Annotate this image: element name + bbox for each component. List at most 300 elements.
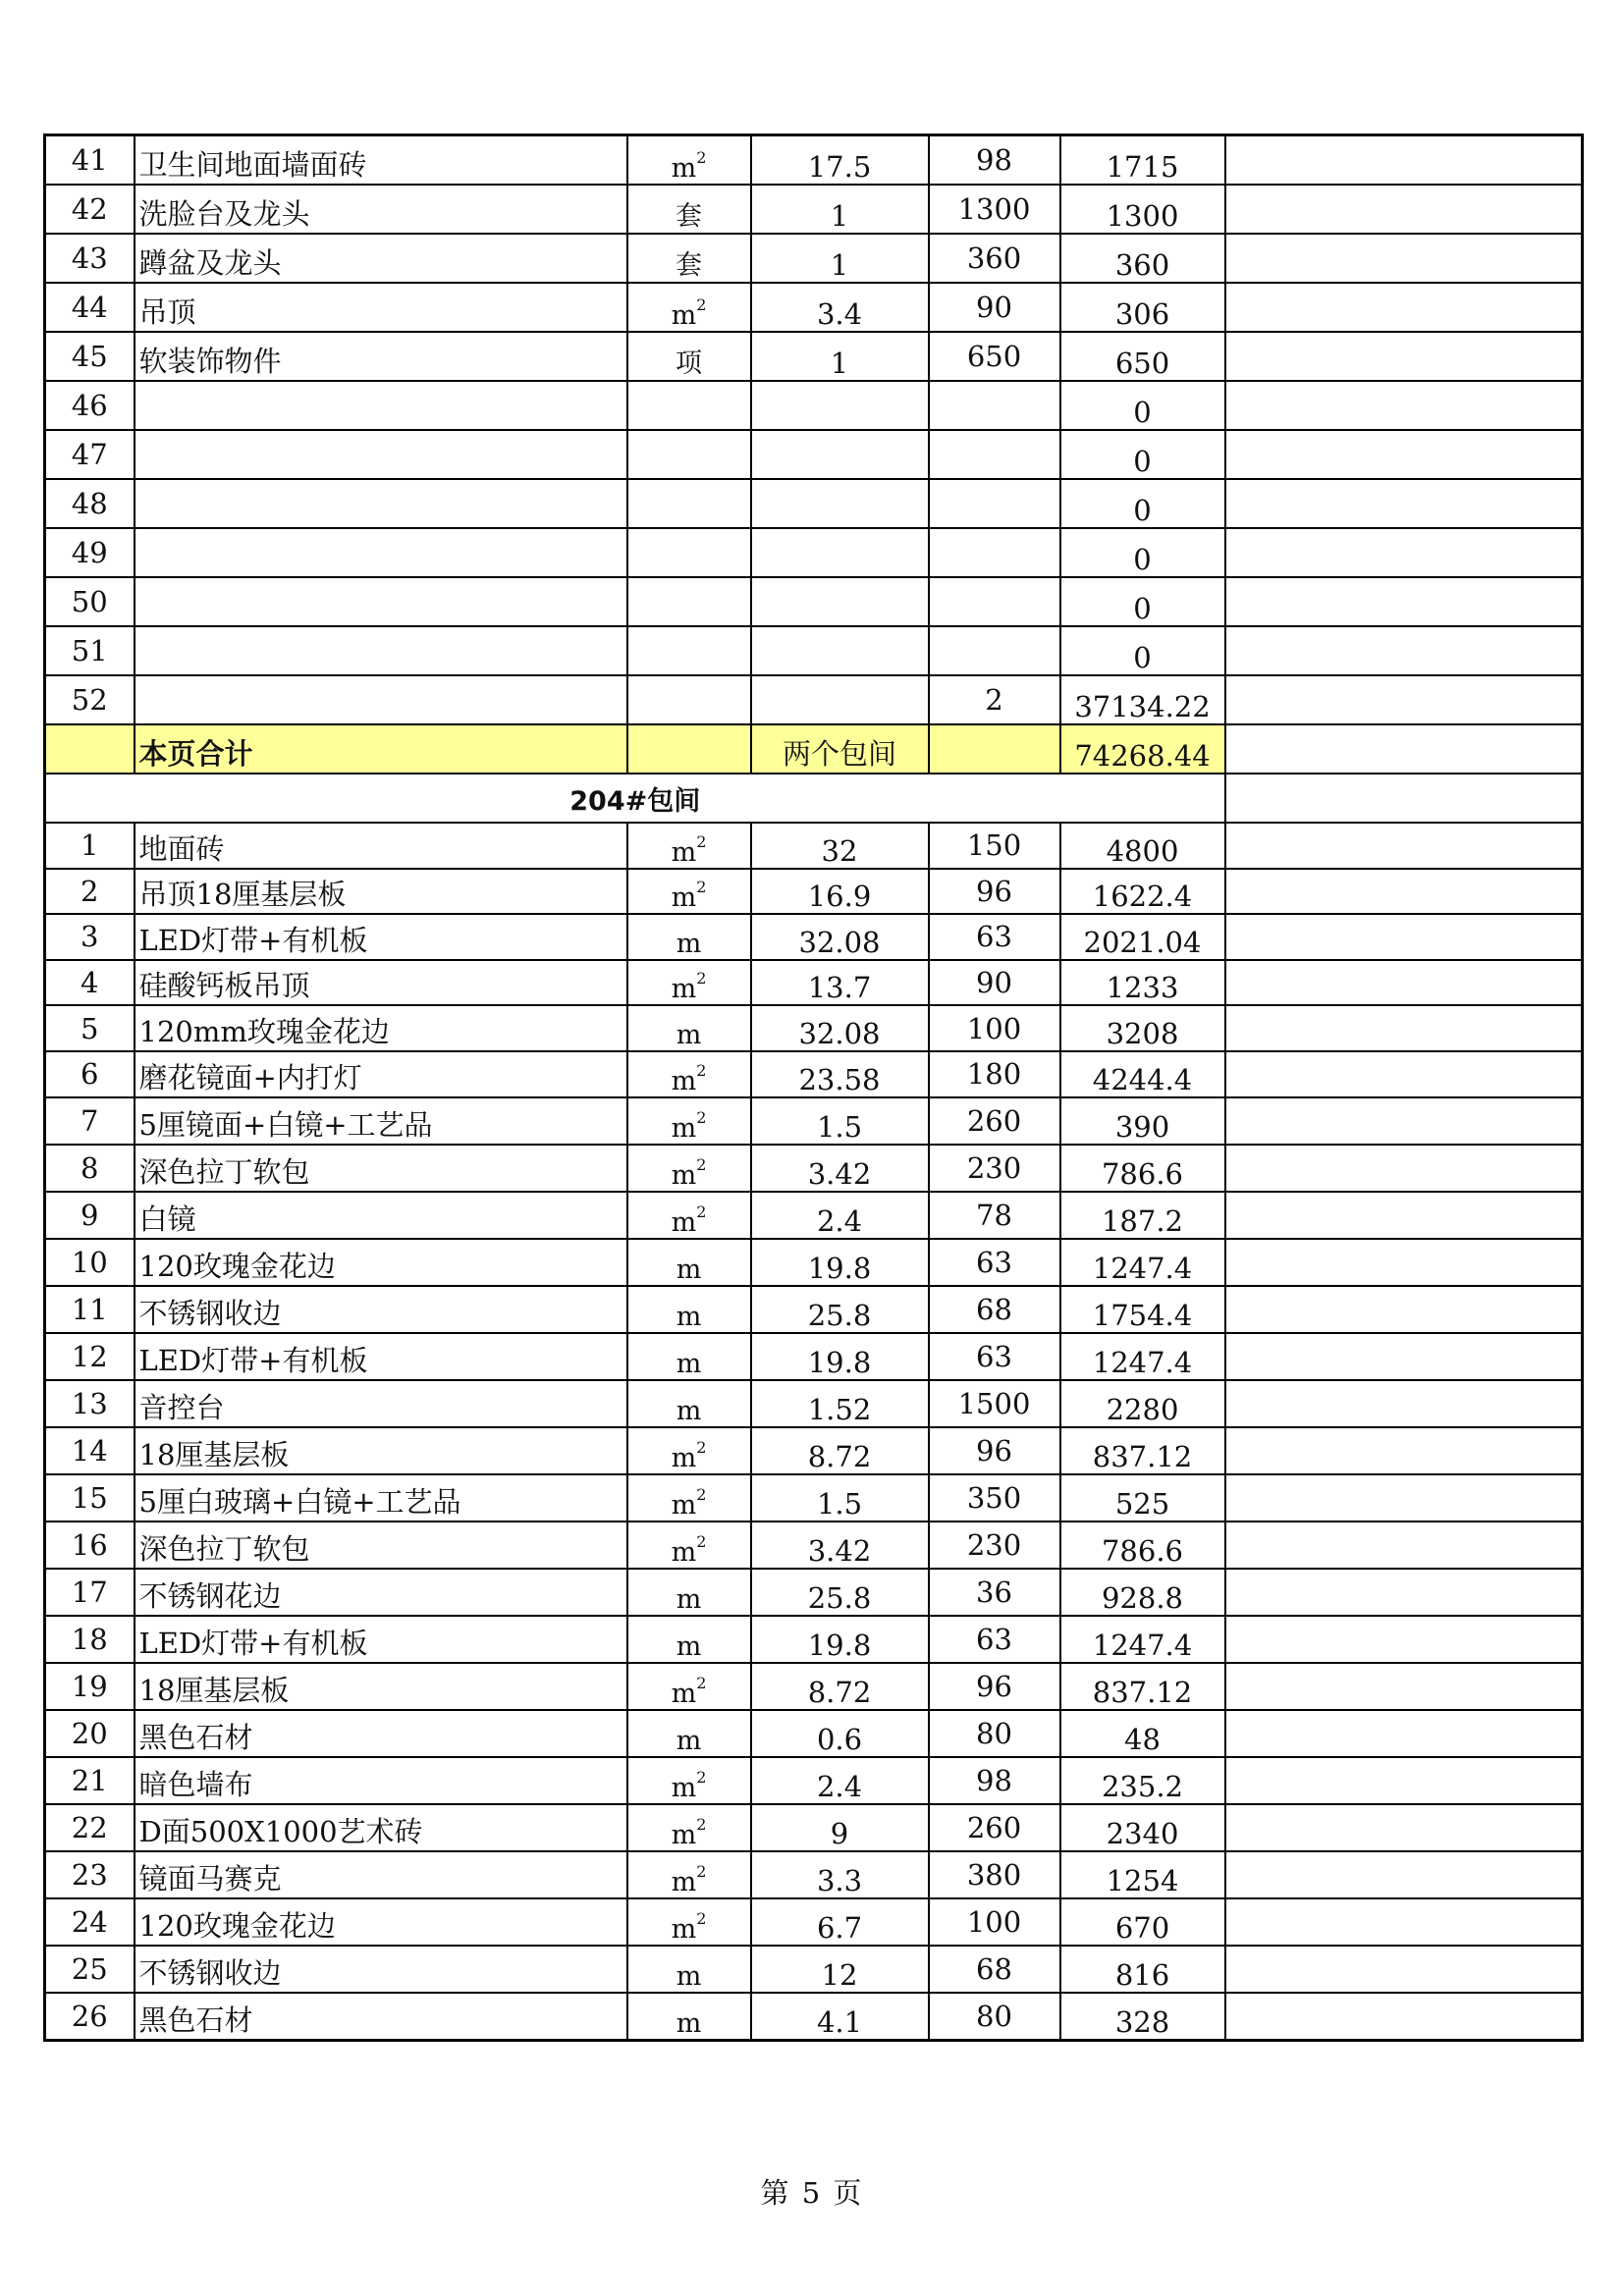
item-name: 吊顶	[135, 283, 627, 332]
unit-text: m	[676, 928, 702, 959]
item-unit-price: 380	[929, 1851, 1060, 1898]
unit-text: m	[676, 1960, 702, 1992]
item-name: 白镜	[135, 1192, 627, 1239]
item-unit	[627, 960, 751, 1006]
item-unit-price: 260	[929, 1097, 1060, 1145]
item-name: 5厘白玻璃+白镜+工艺品	[135, 1474, 627, 1522]
item-number: 5	[45, 1005, 135, 1051]
item-name: 不锈钢花边	[135, 1569, 627, 1616]
item-number: 15	[45, 1474, 135, 1522]
item-name	[135, 577, 627, 626]
item-amount: 837.12	[1060, 1663, 1225, 1710]
item-quantity: 16.9	[751, 869, 929, 915]
unit-superscript: 2	[696, 1107, 707, 1127]
item-number: 44	[45, 283, 135, 332]
item-number: 41	[45, 135, 135, 186]
item-quantity: 2.4	[751, 1757, 929, 1804]
unit-text: m	[676, 1395, 702, 1426]
item-name: 深色拉丁软包	[135, 1145, 627, 1192]
item-amount: 0	[1060, 528, 1225, 577]
item-amount: 0	[1060, 430, 1225, 479]
item-amount: 2340	[1060, 1804, 1225, 1851]
item-amount: 670	[1060, 1898, 1225, 1946]
item-unit-price	[929, 528, 1060, 577]
item-remark	[1225, 1757, 1583, 1804]
unit-text: m	[676, 1583, 702, 1615]
item-unit	[627, 1333, 751, 1380]
item-unit-price: 90	[929, 283, 1060, 332]
item-name	[135, 626, 627, 675]
item-remark	[1225, 1427, 1583, 1474]
item-name: 磨花镜面+内打灯	[135, 1051, 627, 1097]
subtotal-amount: 74268.44	[1060, 724, 1225, 774]
item-amount: 816	[1060, 1946, 1225, 1993]
unit-text: m	[671, 974, 697, 1005]
item-number: 45	[45, 332, 135, 381]
item-quantity	[751, 528, 929, 577]
item-number: 23	[45, 1851, 135, 1898]
item-unit-price: 650	[929, 332, 1060, 381]
item-remark	[1225, 135, 1583, 186]
item-number: 8	[45, 1145, 135, 1192]
table-row	[45, 1946, 1583, 1993]
item-number: 7	[45, 1097, 135, 1145]
item-amount: 525	[1060, 1474, 1225, 1522]
table-row	[45, 1522, 1583, 1569]
item-unit	[627, 1286, 751, 1333]
item-amount: 328	[1060, 1993, 1225, 2041]
item-name: 不锈钢收边	[135, 1946, 627, 1993]
item-unit	[627, 1145, 751, 1192]
item-unit-price: 68	[929, 1286, 1060, 1333]
item-quantity: 8.72	[751, 1663, 929, 1710]
table-row	[45, 381, 1583, 430]
item-unit	[627, 283, 751, 332]
item-unit	[627, 1051, 751, 1097]
item-quantity	[751, 430, 929, 479]
item-quantity: 3.42	[751, 1522, 929, 1569]
item-remark	[1225, 960, 1583, 1006]
unit-text: m	[671, 1489, 697, 1521]
item-name: LED灯带+有机板	[135, 1616, 627, 1663]
item-amount: 4244.4	[1060, 1051, 1225, 1097]
item-quantity: 25.8	[751, 1286, 929, 1333]
unit-text: m	[676, 1301, 702, 1332]
item-remark	[1225, 1946, 1583, 1993]
table-row	[45, 1616, 1583, 1663]
unit-text: m	[671, 1678, 697, 1709]
item-number: 2	[45, 869, 135, 915]
item-number: 21	[45, 1757, 135, 1804]
item-remark	[1225, 185, 1583, 234]
item-unit-price: 2	[929, 675, 1060, 724]
item-number: 4	[45, 960, 135, 1006]
item-remark	[1225, 1522, 1583, 1569]
item-unit-price	[929, 381, 1060, 430]
subtotal-note: 两个包间	[751, 724, 929, 774]
item-amount: 1300	[1060, 185, 1225, 234]
item-name: 音控台	[135, 1380, 627, 1427]
item-name: 120玫瑰金花边	[135, 1239, 627, 1286]
item-remark	[1225, 1474, 1583, 1522]
table-row	[45, 1569, 1583, 1616]
item-name: 地面砖	[135, 823, 627, 869]
table-row	[45, 1804, 1583, 1851]
table-row	[45, 1286, 1583, 1333]
item-amount: 3208	[1060, 1005, 1225, 1051]
item-number: 52	[45, 675, 135, 724]
item-number: 11	[45, 1286, 135, 1333]
unit-text: m	[671, 836, 697, 868]
unit-text: m	[671, 300, 697, 331]
item-name	[135, 479, 627, 528]
item-unit-price	[929, 577, 1060, 626]
section-remark	[1225, 774, 1583, 823]
item-unit	[627, 626, 751, 675]
item-amount: 0	[1060, 381, 1225, 430]
item-remark	[1225, 1333, 1583, 1380]
item-unit	[627, 1851, 751, 1898]
item-quantity: 23.58	[751, 1051, 929, 1097]
table-row	[45, 1993, 1583, 2041]
item-name: 硅酸钙板吊顶	[135, 960, 627, 1006]
item-number: 43	[45, 234, 135, 283]
item-unit	[627, 823, 751, 869]
item-quantity: 12	[751, 1946, 929, 1993]
item-quantity	[751, 626, 929, 675]
item-quantity: 32.08	[751, 1005, 929, 1051]
item-name: 深色拉丁软包	[135, 1522, 627, 1569]
unit-text: m	[676, 1019, 702, 1050]
item-name: 5厘镜面+白镜+工艺品	[135, 1097, 627, 1145]
unit-superscript: 2	[696, 1908, 707, 1928]
item-amount: 786.6	[1060, 1522, 1225, 1569]
item-remark	[1225, 1569, 1583, 1616]
item-unit-price: 90	[929, 960, 1060, 1006]
item-amount: 37134.22	[1060, 675, 1225, 724]
item-unit	[627, 577, 751, 626]
item-unit	[627, 381, 751, 430]
item-name	[135, 381, 627, 430]
item-remark	[1225, 1804, 1583, 1851]
item-name: 洗脸台及龙头	[135, 185, 627, 234]
unit-text: m	[671, 882, 697, 914]
item-remark	[1225, 1616, 1583, 1663]
table-row	[45, 1192, 1583, 1239]
item-remark	[1225, 283, 1583, 332]
item-unit-price: 98	[929, 1757, 1060, 1804]
item-quantity: 1.5	[751, 1097, 929, 1145]
item-unit-price: 63	[929, 914, 1060, 960]
table-row	[45, 869, 1583, 915]
subtotal-price	[929, 724, 1060, 774]
item-name	[135, 430, 627, 479]
item-quantity: 6.7	[751, 1898, 929, 1946]
item-quantity: 19.8	[751, 1239, 929, 1286]
item-number: 1	[45, 823, 135, 869]
item-amount: 1254	[1060, 1851, 1225, 1898]
item-quantity: 1	[751, 234, 929, 283]
item-unit	[627, 1710, 751, 1757]
unit-superscript: 2	[696, 1484, 707, 1504]
item-unit	[627, 869, 751, 915]
table-row	[45, 1757, 1583, 1804]
item-amount: 4800	[1060, 823, 1225, 869]
item-number: 46	[45, 381, 135, 430]
item-remark	[1225, 914, 1583, 960]
item-unit-price: 180	[929, 1051, 1060, 1097]
item-quantity: 32	[751, 823, 929, 869]
item-unit-price	[929, 430, 1060, 479]
item-unit-price: 100	[929, 1898, 1060, 1946]
item-remark	[1225, 823, 1583, 869]
item-unit-price: 230	[929, 1522, 1060, 1569]
item-unit-price: 150	[929, 823, 1060, 869]
item-unit	[627, 234, 751, 283]
item-number: 24	[45, 1898, 135, 1946]
item-amount: 1233	[1060, 960, 1225, 1006]
item-name: 卫生间地面墙面砖	[135, 135, 627, 186]
item-quantity: 4.1	[751, 1993, 929, 2041]
item-unit-price: 63	[929, 1333, 1060, 1380]
section-title: 204#包间	[45, 774, 1225, 823]
unit-superscript: 2	[696, 1437, 707, 1457]
item-number: 17	[45, 1569, 135, 1616]
item-remark	[1225, 1005, 1583, 1051]
item-unit-price: 68	[929, 1946, 1060, 1993]
unit-text: m	[671, 1206, 697, 1238]
item-number: 19	[45, 1663, 135, 1710]
unit-text: 项	[676, 348, 702, 379]
unit-text: 套	[676, 250, 702, 281]
item-amount: 390	[1060, 1097, 1225, 1145]
item-quantity: 3.3	[751, 1851, 929, 1898]
item-remark	[1225, 479, 1583, 528]
table-row	[45, 528, 1583, 577]
table-row	[45, 1333, 1583, 1380]
item-amount: 48	[1060, 1710, 1225, 1757]
item-unit-price: 96	[929, 1427, 1060, 1474]
subtotal-label: 本页合计	[135, 724, 627, 774]
item-name	[135, 528, 627, 577]
item-name: 蹲盆及龙头	[135, 234, 627, 283]
item-amount: 1247.4	[1060, 1616, 1225, 1663]
item-remark	[1225, 1851, 1583, 1898]
item-quantity: 8.72	[751, 1427, 929, 1474]
item-remark	[1225, 577, 1583, 626]
item-unit	[627, 1757, 751, 1804]
item-number: 14	[45, 1427, 135, 1474]
item-amount: 0	[1060, 626, 1225, 675]
section-header-row	[45, 774, 1583, 823]
table-row	[45, 1097, 1583, 1145]
unit-superscript: 2	[696, 1861, 707, 1881]
item-name: 镜面马赛克	[135, 1851, 627, 1898]
item-unit	[627, 1474, 751, 1522]
item-number: 25	[45, 1946, 135, 1993]
unit-text: m	[671, 1772, 697, 1803]
item-amount: 1247.4	[1060, 1239, 1225, 1286]
table-row	[45, 1427, 1583, 1474]
item-unit	[627, 1239, 751, 1286]
item-number: 48	[45, 479, 135, 528]
item-unit	[627, 430, 751, 479]
item-remark	[1225, 675, 1583, 724]
item-name: 120mm玫瑰金花边	[135, 1005, 627, 1051]
table-row	[45, 1380, 1583, 1427]
table-row	[45, 1474, 1583, 1522]
unit-superscript: 2	[696, 1201, 707, 1221]
unit-superscript: 2	[696, 295, 707, 314]
item-unit-price: 63	[929, 1239, 1060, 1286]
table-row	[45, 1851, 1583, 1898]
item-number: 10	[45, 1239, 135, 1286]
item-remark	[1225, 234, 1583, 283]
item-unit-price: 230	[929, 1145, 1060, 1192]
item-amount: 1247.4	[1060, 1333, 1225, 1380]
item-unit	[627, 1946, 751, 1993]
item-amount: 650	[1060, 332, 1225, 381]
item-unit	[627, 332, 751, 381]
item-unit	[627, 1663, 751, 1710]
unit-superscript: 2	[696, 969, 707, 988]
item-name: 120玫瑰金花边	[135, 1898, 627, 1946]
item-quantity	[751, 577, 929, 626]
table-row	[45, 283, 1583, 332]
table-row	[45, 675, 1583, 724]
item-unit-price	[929, 626, 1060, 675]
item-quantity: 17.5	[751, 135, 929, 186]
table-row	[45, 914, 1583, 960]
unit-text: m	[676, 1254, 702, 1285]
table-row	[45, 479, 1583, 528]
unit-superscript: 2	[696, 1673, 707, 1692]
item-name: 黑色石材	[135, 1710, 627, 1757]
unit-text: m	[671, 1065, 697, 1096]
item-amount: 0	[1060, 577, 1225, 626]
item-remark	[1225, 1663, 1583, 1710]
item-unit-price: 80	[929, 1993, 1060, 2041]
item-number: 26	[45, 1993, 135, 2041]
item-number: 20	[45, 1710, 135, 1757]
table-row	[45, 1145, 1583, 1192]
unit-text: 套	[676, 201, 702, 232]
item-unit-price: 1300	[929, 185, 1060, 234]
item-amount: 2280	[1060, 1380, 1225, 1427]
item-unit-price: 360	[929, 234, 1060, 283]
table-row	[45, 577, 1583, 626]
unit-text: m	[676, 1348, 702, 1379]
item-number: 9	[45, 1192, 135, 1239]
item-remark	[1225, 1898, 1583, 1946]
item-name: 不锈钢收边	[135, 1286, 627, 1333]
item-unit-price: 63	[929, 1616, 1060, 1663]
item-remark	[1225, 528, 1583, 577]
table-row	[45, 1239, 1583, 1286]
item-unit	[627, 914, 751, 960]
table-row	[45, 1005, 1583, 1051]
unit-text: m	[671, 1536, 697, 1568]
item-name: 18厘基层板	[135, 1663, 627, 1710]
item-remark	[1225, 381, 1583, 430]
subtotal-remark	[1225, 724, 1583, 774]
item-remark	[1225, 1380, 1583, 1427]
table-row	[45, 1710, 1583, 1757]
item-remark	[1225, 1239, 1583, 1286]
unit-text: m	[676, 1725, 702, 1756]
item-unit	[627, 1522, 751, 1569]
item-unit	[627, 1569, 751, 1616]
unit-superscript: 2	[696, 878, 707, 897]
item-number: 18	[45, 1616, 135, 1663]
item-quantity: 1.52	[751, 1380, 929, 1427]
item-quantity: 3.42	[751, 1145, 929, 1192]
item-unit	[627, 135, 751, 186]
unit-text: m	[671, 1159, 697, 1191]
item-amount: 1754.4	[1060, 1286, 1225, 1333]
table-row	[45, 626, 1583, 675]
quotation-table	[43, 133, 1584, 2042]
subtotal-unit	[627, 724, 751, 774]
item-quantity: 2.4	[751, 1192, 929, 1239]
table-row	[45, 823, 1583, 869]
item-unit-price: 80	[929, 1710, 1060, 1757]
page-footer: 第 5 页	[760, 2176, 864, 2210]
item-amount: 837.12	[1060, 1427, 1225, 1474]
item-name: LED灯带+有机板	[135, 914, 627, 960]
item-amount: 1715	[1060, 135, 1225, 186]
unit-superscript: 2	[696, 1154, 707, 1174]
item-remark	[1225, 626, 1583, 675]
item-name	[135, 675, 627, 724]
item-remark	[1225, 869, 1583, 915]
item-number: 47	[45, 430, 135, 479]
unit-text: m	[671, 1913, 697, 1945]
unit-superscript: 2	[696, 831, 707, 851]
item-remark	[1225, 332, 1583, 381]
item-quantity: 13.7	[751, 960, 929, 1006]
item-unit-price: 36	[929, 1569, 1060, 1616]
unit-text: m	[671, 1112, 697, 1144]
item-name: 吊顶18厘基层板	[135, 869, 627, 915]
item-quantity: 1	[751, 185, 929, 234]
unit-superscript: 2	[696, 1767, 707, 1787]
item-quantity: 1	[751, 332, 929, 381]
item-number: 50	[45, 577, 135, 626]
item-quantity: 32.08	[751, 914, 929, 960]
unit-text: m	[671, 153, 697, 184]
table-row	[45, 1663, 1583, 1710]
item-quantity	[751, 479, 929, 528]
item-number: 49	[45, 528, 135, 577]
item-quantity: 0.6	[751, 1710, 929, 1757]
item-amount: 1622.4	[1060, 869, 1225, 915]
table-row	[45, 234, 1583, 283]
item-name: 黑色石材	[135, 1993, 627, 2041]
item-quantity: 3.4	[751, 283, 929, 332]
unit-text: m	[671, 1442, 697, 1473]
item-number: 6	[45, 1051, 135, 1097]
item-unit	[627, 1380, 751, 1427]
item-amount: 928.8	[1060, 1569, 1225, 1616]
item-name: 软装饰物件	[135, 332, 627, 381]
item-amount: 0	[1060, 479, 1225, 528]
item-amount: 360	[1060, 234, 1225, 283]
item-unit-price: 1500	[929, 1380, 1060, 1427]
table-row	[45, 135, 1583, 186]
item-quantity	[751, 381, 929, 430]
item-unit-price: 350	[929, 1474, 1060, 1522]
